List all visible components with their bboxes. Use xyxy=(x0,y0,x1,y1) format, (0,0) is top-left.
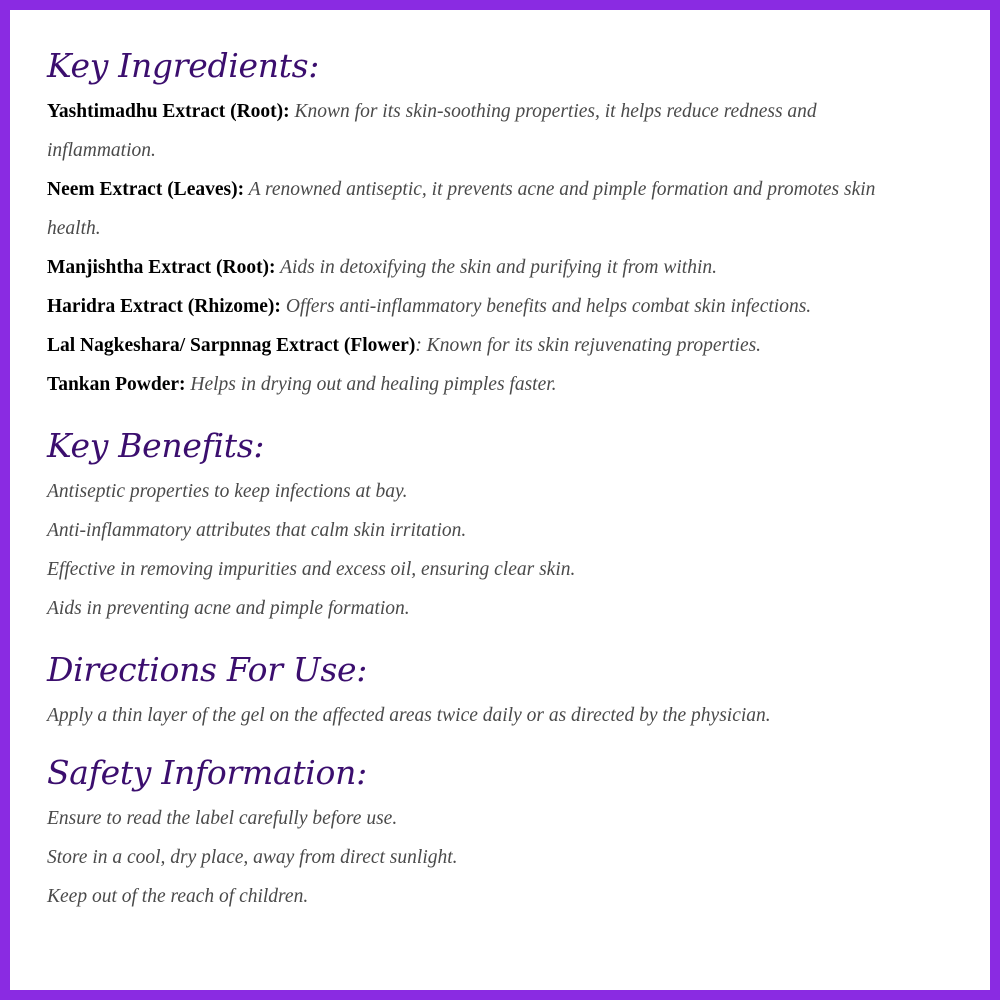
directions-heading: Directions For Use: xyxy=(47,650,368,689)
ingredient-item xyxy=(47,170,967,209)
ingredient-desc-continued xyxy=(47,209,967,248)
ingredient-item xyxy=(47,365,967,404)
safety-item xyxy=(47,799,967,838)
ingredient-item xyxy=(47,248,967,287)
safety-section xyxy=(47,747,967,916)
directions-section xyxy=(47,644,967,735)
directions-text: Apply a thin layer of the gel on the affected areas twice daily or as directed by the physician. xyxy=(47,705,771,726)
safety-text: Keep out of the reach of children. xyxy=(47,886,309,907)
ingredient-item xyxy=(47,326,967,365)
benefit-item xyxy=(47,511,967,550)
ingredient-label: Lal Nagkeshara/ Sarpnnag Extract (Flower) xyxy=(47,335,416,356)
ingredient-desc: A renowned antiseptic, it prevents acne and pimple formation and promotes skin xyxy=(244,179,876,200)
ingredient-label: Yashtimadhu Extract (Root): xyxy=(47,101,290,122)
benefit-text: Aids in preventing acne and pimple formation. xyxy=(47,598,410,619)
section-spacer xyxy=(47,404,967,420)
product-info xyxy=(47,40,967,916)
benefit-item xyxy=(47,472,967,511)
ingredient-desc: Offers anti-inflammatory benefits and helps combat skin infections. xyxy=(280,296,812,317)
benefit-text: Anti-inflammatory attributes that calm skin irritation. xyxy=(47,520,467,541)
safety-heading: Safety Information: xyxy=(47,753,367,792)
safety-item xyxy=(47,838,967,877)
benefits-section xyxy=(47,420,967,628)
ingredient-label: Haridra Extract (Rhizome): xyxy=(47,296,281,317)
ingredient-desc: : Known for its skin rejuvenating properties. xyxy=(415,335,762,356)
ingredient-desc: health. xyxy=(47,218,101,239)
ingredient-label: Manjishtha Extract (Root): xyxy=(47,257,276,278)
benefit-item xyxy=(47,589,967,628)
ingredient-item xyxy=(47,92,967,131)
ingredient-desc-continued xyxy=(47,131,967,170)
ingredients-section xyxy=(47,40,967,404)
benefit-text: Effective in removing impurities and excess oil, ensuring clear skin. xyxy=(47,559,576,580)
ingredient-desc: Helps in drying out and healing pimples faster. xyxy=(185,374,557,395)
benefit-item xyxy=(47,550,967,589)
safety-item xyxy=(47,877,967,916)
section-spacer xyxy=(47,628,967,644)
safety-text: Store in a cool, dry place, away from direct sunlight. xyxy=(47,847,458,868)
directions-item xyxy=(47,696,967,735)
ingredient-desc: Aids in detoxifying the skin and purifying it from within. xyxy=(275,257,717,278)
ingredient-desc: Known for its skin-soothing properties, it helps reduce redness and xyxy=(289,101,817,122)
ingredients-heading: Key Ingredients: xyxy=(47,46,320,85)
ingredient-item xyxy=(47,287,967,326)
section-spacer xyxy=(47,735,967,747)
ingredient-label: Neem Extract (Leaves): xyxy=(47,179,245,200)
benefit-text: Antiseptic properties to keep infections at bay. xyxy=(47,481,408,502)
safety-text: Ensure to read the label carefully before use. xyxy=(47,808,398,829)
ingredient-label: Tankan Powder: xyxy=(47,374,186,395)
ingredient-desc: inflammation. xyxy=(47,140,156,161)
benefits-heading: Key Benefits: xyxy=(47,426,265,465)
